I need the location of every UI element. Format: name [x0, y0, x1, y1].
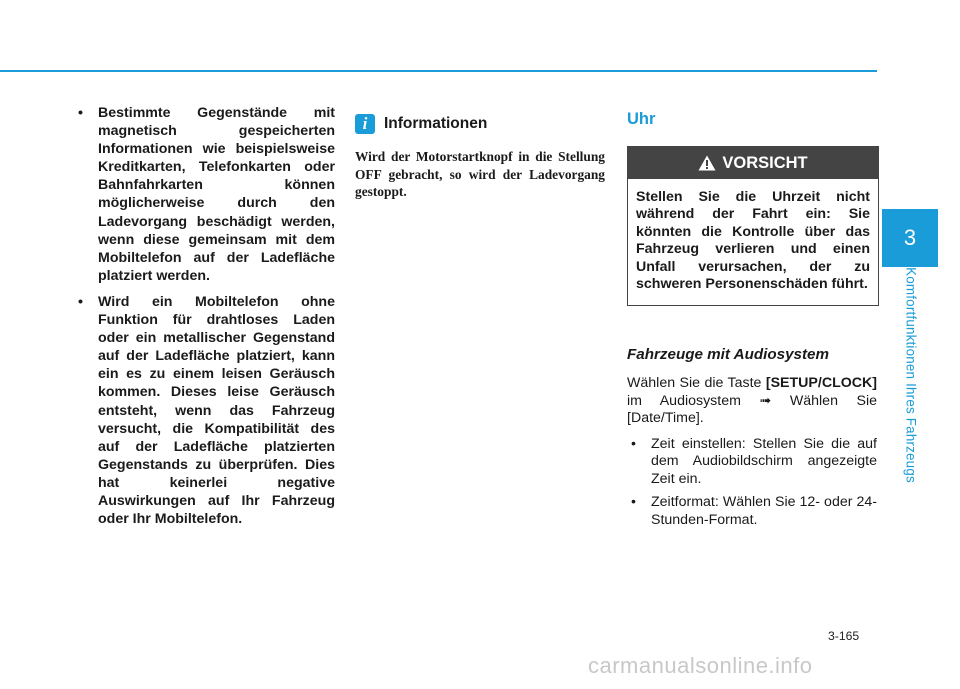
button-name: [SETUP/CLOCK] — [765, 375, 877, 392]
warning-list — [74, 104, 335, 528]
clock-options-list — [627, 436, 877, 530]
right-column — [627, 104, 877, 535]
info-title: Informationen — [384, 115, 488, 132]
left-column — [74, 104, 335, 536]
caution-text: Stellen Sie die Uhrzeit nicht während der Fahrt ein: Sie könnten die Kontrolle über das Fahrzeug verlieren und einen Unfall verursachen, der zu schweren Personenschäden führt. — [636, 189, 870, 293]
middle-column — [355, 104, 605, 201]
caution-box — [627, 146, 879, 306]
header-rule — [0, 70, 877, 72]
caution-header — [628, 147, 878, 179]
chapter-title: Komfortfunktionen Ihres Fahrzeugs — [903, 267, 919, 483]
instruction-text-end: im Audiosystem ➟ Wählen Sie [Date/Time]. — [627, 392, 877, 427]
section-title: Uhr — [627, 110, 656, 128]
warning-triangle-icon — [698, 155, 716, 171]
subheading: Fahrzeuge mit Audiosystem — [627, 346, 829, 364]
list-item: • Zeitformat: Wählen Sie 12- oder 24-Stunden-Format. — [627, 494, 877, 529]
instruction-text: Wählen Sie die Taste — [627, 375, 766, 392]
info-text: Wird der Motorstartknopf in die Stellung OFF gebracht, so wird der Ladevorgang gestoppt. — [355, 149, 605, 200]
caution-label: VORSICHT — [722, 153, 808, 172]
list-item: • Bestimmte Gegenstände mit magnetisch gespeicherten Informationen wie beispielsweise Kreditkarten, Telefonkarten oder Bahnfahrkarten können möglicherweise durch den Ladevorgang beschädigt werden, wenn diese gemeinsam mit dem Mobiltelefon auf der Ladefläche platziert werden. — [74, 104, 335, 285]
watermark: carmanualsonline.info — [588, 653, 813, 678]
list-item: • Zeit einstellen: Stellen Sie die auf dem Audiobildschirm angezeigte Zeit ein. — [627, 436, 877, 489]
chapter-tab — [882, 209, 938, 267]
list-item: • Wird ein Mobiltelefon ohne Funktion für drahtloses Laden oder ein metallischer Gegenstand auf der Ladefläche platziert, kann ein es zu einem leisen Geräusch kommen. Dieses leise Geräusch entsteht, wenn das Fahrzeug versucht, die Kompatibilität des auf der Ladefläche platzierten Gegenstands zu überprüfen. Dies hat keinerlei negative Auswirkungen auf Ihr Fahrzeug oder Ihr Mobiltelefon. — [74, 293, 335, 528]
instruction-paragraph — [627, 375, 877, 428]
page-number: 3-165 — [828, 629, 860, 643]
chapter-number: 3 — [903, 225, 917, 250]
info-icon: i — [355, 114, 375, 134]
info-heading — [355, 110, 605, 138]
